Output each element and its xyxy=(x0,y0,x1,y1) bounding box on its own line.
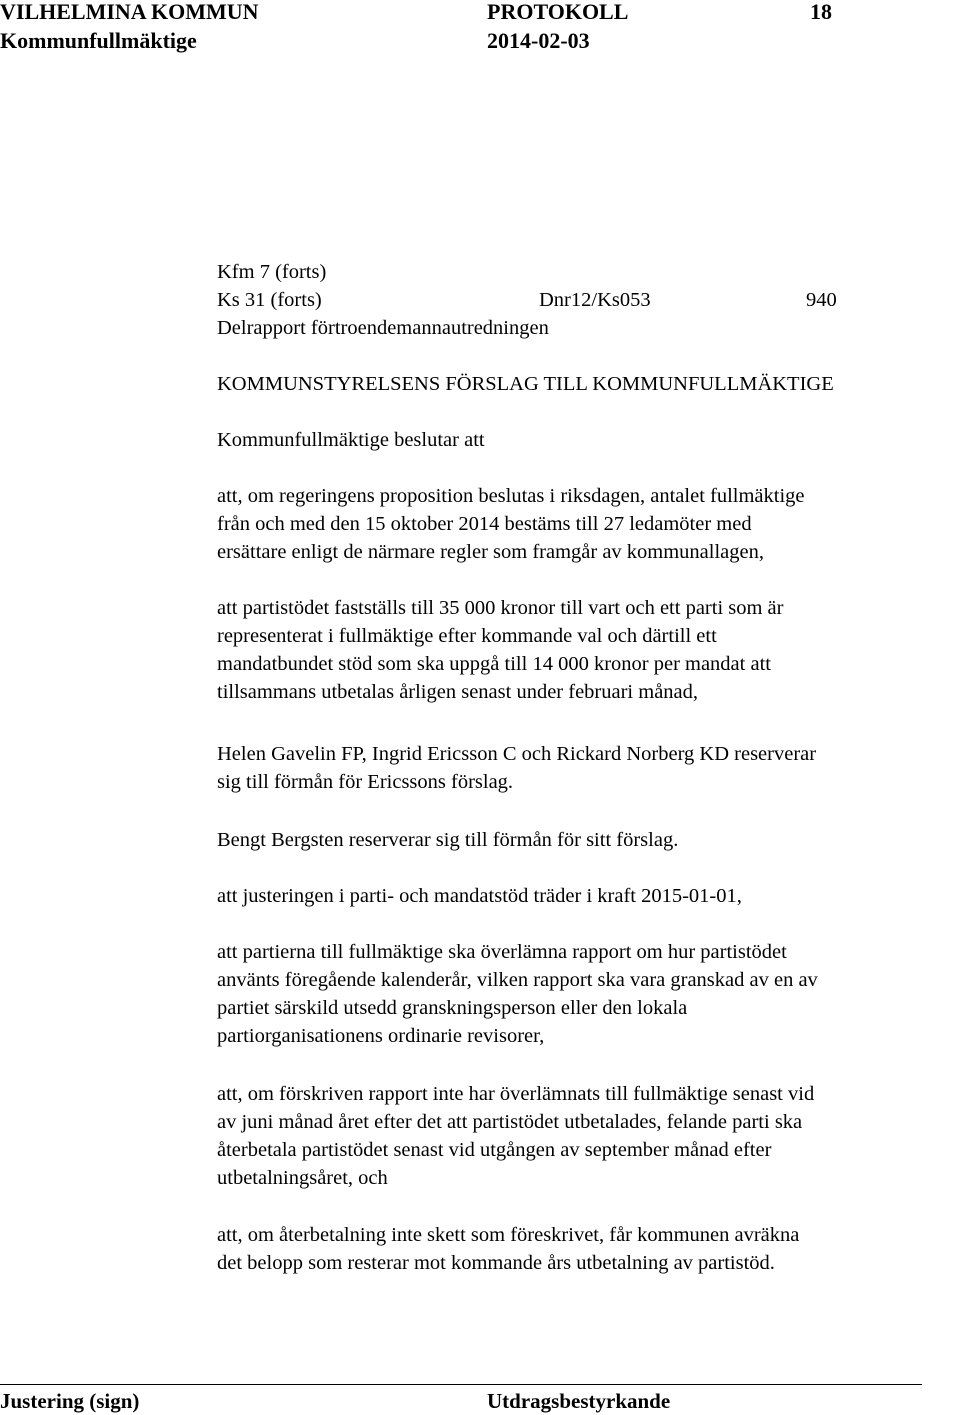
page-number: 18 xyxy=(810,0,832,24)
signature-label: Justering (sign) xyxy=(0,1389,140,1413)
assembly-name: Kommunfullmäktige xyxy=(0,28,197,53)
paragraph-line: använts föregående kalenderår, vilken rapport ska vara granskad av en av xyxy=(217,969,818,991)
paragraph-line: av juni månad året efter det att partistödet utbetalades, felande parti ska xyxy=(217,1111,803,1133)
paragraph-party-support xyxy=(217,594,783,706)
proposal-heading: KOMMUNSTYRELSENS FÖRSLAG TILL KOMMUNFULLMÄKTIGE xyxy=(217,373,834,395)
footer-divider xyxy=(0,1384,922,1385)
paragraph-line: från och med den 15 oktober 2014 bestäms till 27 ledamöter med xyxy=(217,513,752,535)
case-code: 940 xyxy=(806,289,837,311)
meeting-date: 2014-02-03 xyxy=(487,28,590,53)
paragraph-effective-date xyxy=(217,882,742,910)
extract-certification-label: Utdragsbestyrkande xyxy=(487,1389,671,1413)
ks-reference: Ks 31 (forts) xyxy=(217,289,322,311)
paragraph-line: att, om återbetalning inte skett som föreskrivet, får kommunen avräkna xyxy=(217,1224,800,1246)
document-type: PROTOKOLL xyxy=(487,0,629,24)
paragraph-line: att justeringen i parti- och mandatstöd träder i kraft 2015-01-01, xyxy=(217,885,742,907)
paragraph-reporting xyxy=(217,938,818,1050)
paragraph-offset xyxy=(217,1221,799,1277)
diary-number: Dnr12/Ks053 xyxy=(539,289,651,311)
paragraph-line: mandatbundet stöd som ska uppgå till 14 000 kronor per mandat att xyxy=(217,653,771,675)
paragraph-line: det belopp som resterar mot kommande års utbetalning av partistöd. xyxy=(217,1252,775,1274)
paragraph-line: partiet särskild utsedd granskningsperson eller den lokala xyxy=(217,997,688,1019)
paragraph-line: att partierna till fullmäktige ska överlämna rapport om hur partistödet xyxy=(217,941,787,963)
paragraph-line: återbetala partistödet senast vid utgången av september månad efter xyxy=(217,1139,772,1161)
paragraph-line: utbetalningsåret, och xyxy=(217,1167,388,1189)
paragraph-line: sig till förmån för Ericssons förslag. xyxy=(217,771,514,793)
paragraph-council-size xyxy=(217,482,805,566)
paragraph-line: ersättare enligt de närmare regler som framgår av kommunallagen, xyxy=(217,541,764,563)
paragraph-line: Bengt Bergsten reserverar sig till förmån för sitt förslag. xyxy=(217,829,679,851)
paragraph-line: representerat i fullmäktige efter kommande val och därtill ett xyxy=(217,625,717,647)
municipality-name: VILHELMINA KOMMUN xyxy=(0,0,259,24)
kfm-reference: Kfm 7 (forts) xyxy=(217,261,327,283)
paragraph-line: att partistödet fastställs till 35 000 kronor till vart och ett parti som är xyxy=(217,597,784,619)
paragraph-repayment xyxy=(217,1080,814,1192)
case-subject: Delrapport förtroendemannautredningen xyxy=(217,317,549,339)
paragraph-line: tillsammans utbetalas årligen senast under februari månad, xyxy=(217,681,699,703)
paragraph-line: att, om förskriven rapport inte har överlämnats till fullmäktige senast vid xyxy=(217,1083,815,1105)
paragraph-line: Helen Gavelin FP, Ingrid Ericsson C och Rickard Norberg KD reserverar xyxy=(217,743,817,765)
paragraph-reservation-1 xyxy=(217,740,816,796)
paragraph-line: partiorganisationens ordinarie revisorer, xyxy=(217,1025,545,1047)
paragraph-reservation-2 xyxy=(217,826,678,854)
decision-intro: Kommunfullmäktige beslutar att xyxy=(217,429,485,451)
paragraph-line: att, om regeringens proposition beslutas i riksdagen, antalet fullmäktige xyxy=(217,485,805,507)
